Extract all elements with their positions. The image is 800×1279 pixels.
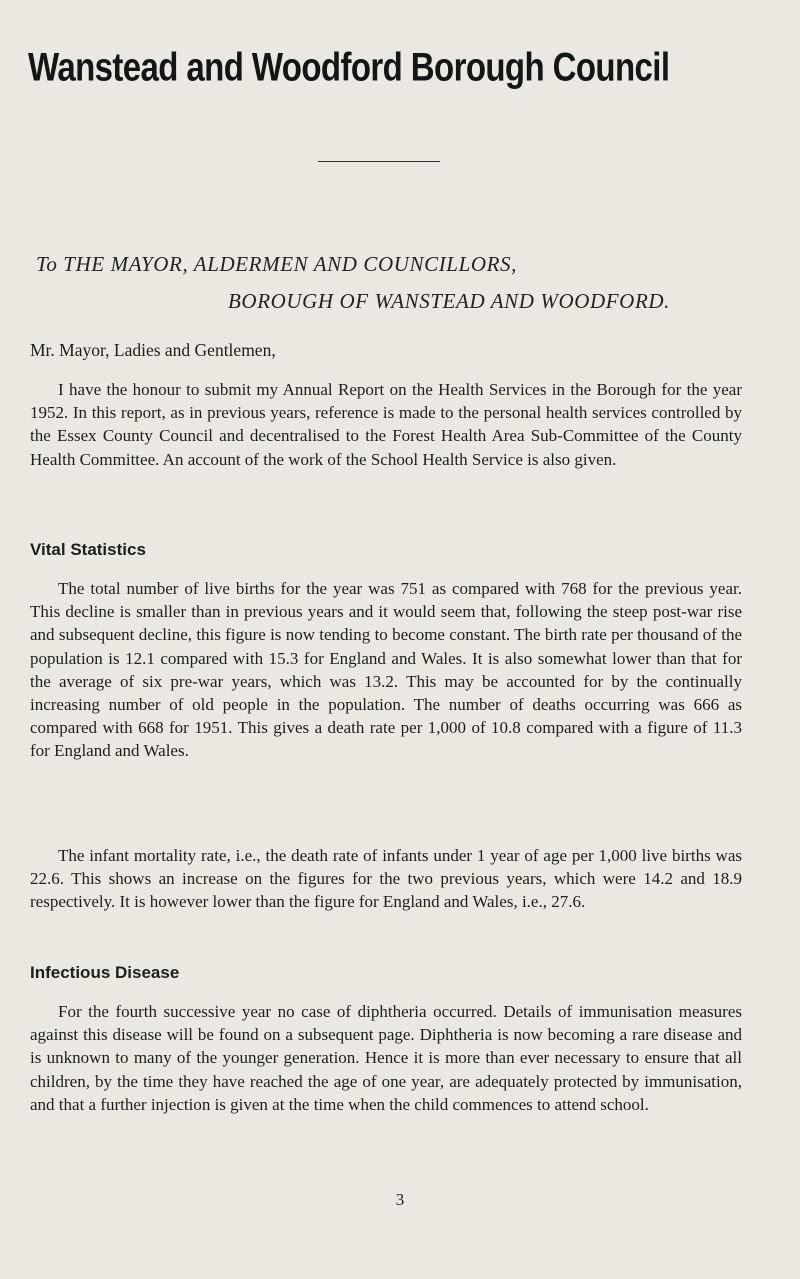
infant-mortality-paragraph: The infant mortality rate, i.e., the death rate of infants under 1 year of age per 1,000 live births was 22.6. This shows an increase on the figures for the two previous years, which were 14.2 and 18.9 respectively. It is however lower than the figure for England and Wales, i.e., 27.6. bbox=[30, 846, 742, 912]
title-divider bbox=[318, 161, 440, 162]
address-line-2: BOROUGH OF WANSTEAD AND WOODFORD. bbox=[228, 289, 670, 313]
diphtheria-paragraph: For the fourth successive year no case of diphtheria occurred. Details of immunisation measures against this disease will be found on a subsequent page. Diphtheria is now becoming a rare disease and is unknown to many of the younger generation. Hence it is more than ever necessary to ensure that all children, by the time they have reached the age of one year, are adequately protected by immunisation, and that a further injection is given at the time when the child commences to attend school. bbox=[30, 1002, 742, 1114]
intro-paragraph: I have the honour to submit my Annual Report on the Health Services in the Borough for the year 1952. In this report, as in previous years, reference is made to the personal health services controlled by the Essex County Council and decentralised to the Forest Health Area Sub-Committee of the County Health Committee. An account of the work of the School Health Service is also given. bbox=[30, 380, 742, 469]
address-line-1: To THE MAYOR, ALDERMEN AND COUNCILLORS, bbox=[36, 252, 518, 276]
infectious-disease-heading: Infectious Disease bbox=[30, 963, 180, 982]
salutation: Mr. Mayor, Ladies and Gentlemen, bbox=[30, 340, 276, 360]
council-masthead: Wanstead and Woodford Borough Council bbox=[28, 44, 670, 90]
births-deaths-paragraph: The total number of live births for the year was 751 as compared with 768 for the previous year. This decline is smaller than in previous years and it would seem that, following the steep post-war rise and subsequent decline, this figure is now tending to become constant. The birth rate per thousand of the population is 12.1 compared with 15.3 for England and Wales. It is also somewhat lower than that for the average of six pre-war years, which was 13.2. This may be accounted for by the continually increasing number of old people in the population. The number of deaths occurring was 666 as compared with 668 for 1951. This gives a death rate per 1,000 of 10.8 compared with a figure of 11.3 for England and Wales. bbox=[30, 579, 742, 761]
vital-statistics-heading: Vital Statistics bbox=[30, 540, 146, 559]
page-number: 3 bbox=[395, 1190, 405, 1209]
